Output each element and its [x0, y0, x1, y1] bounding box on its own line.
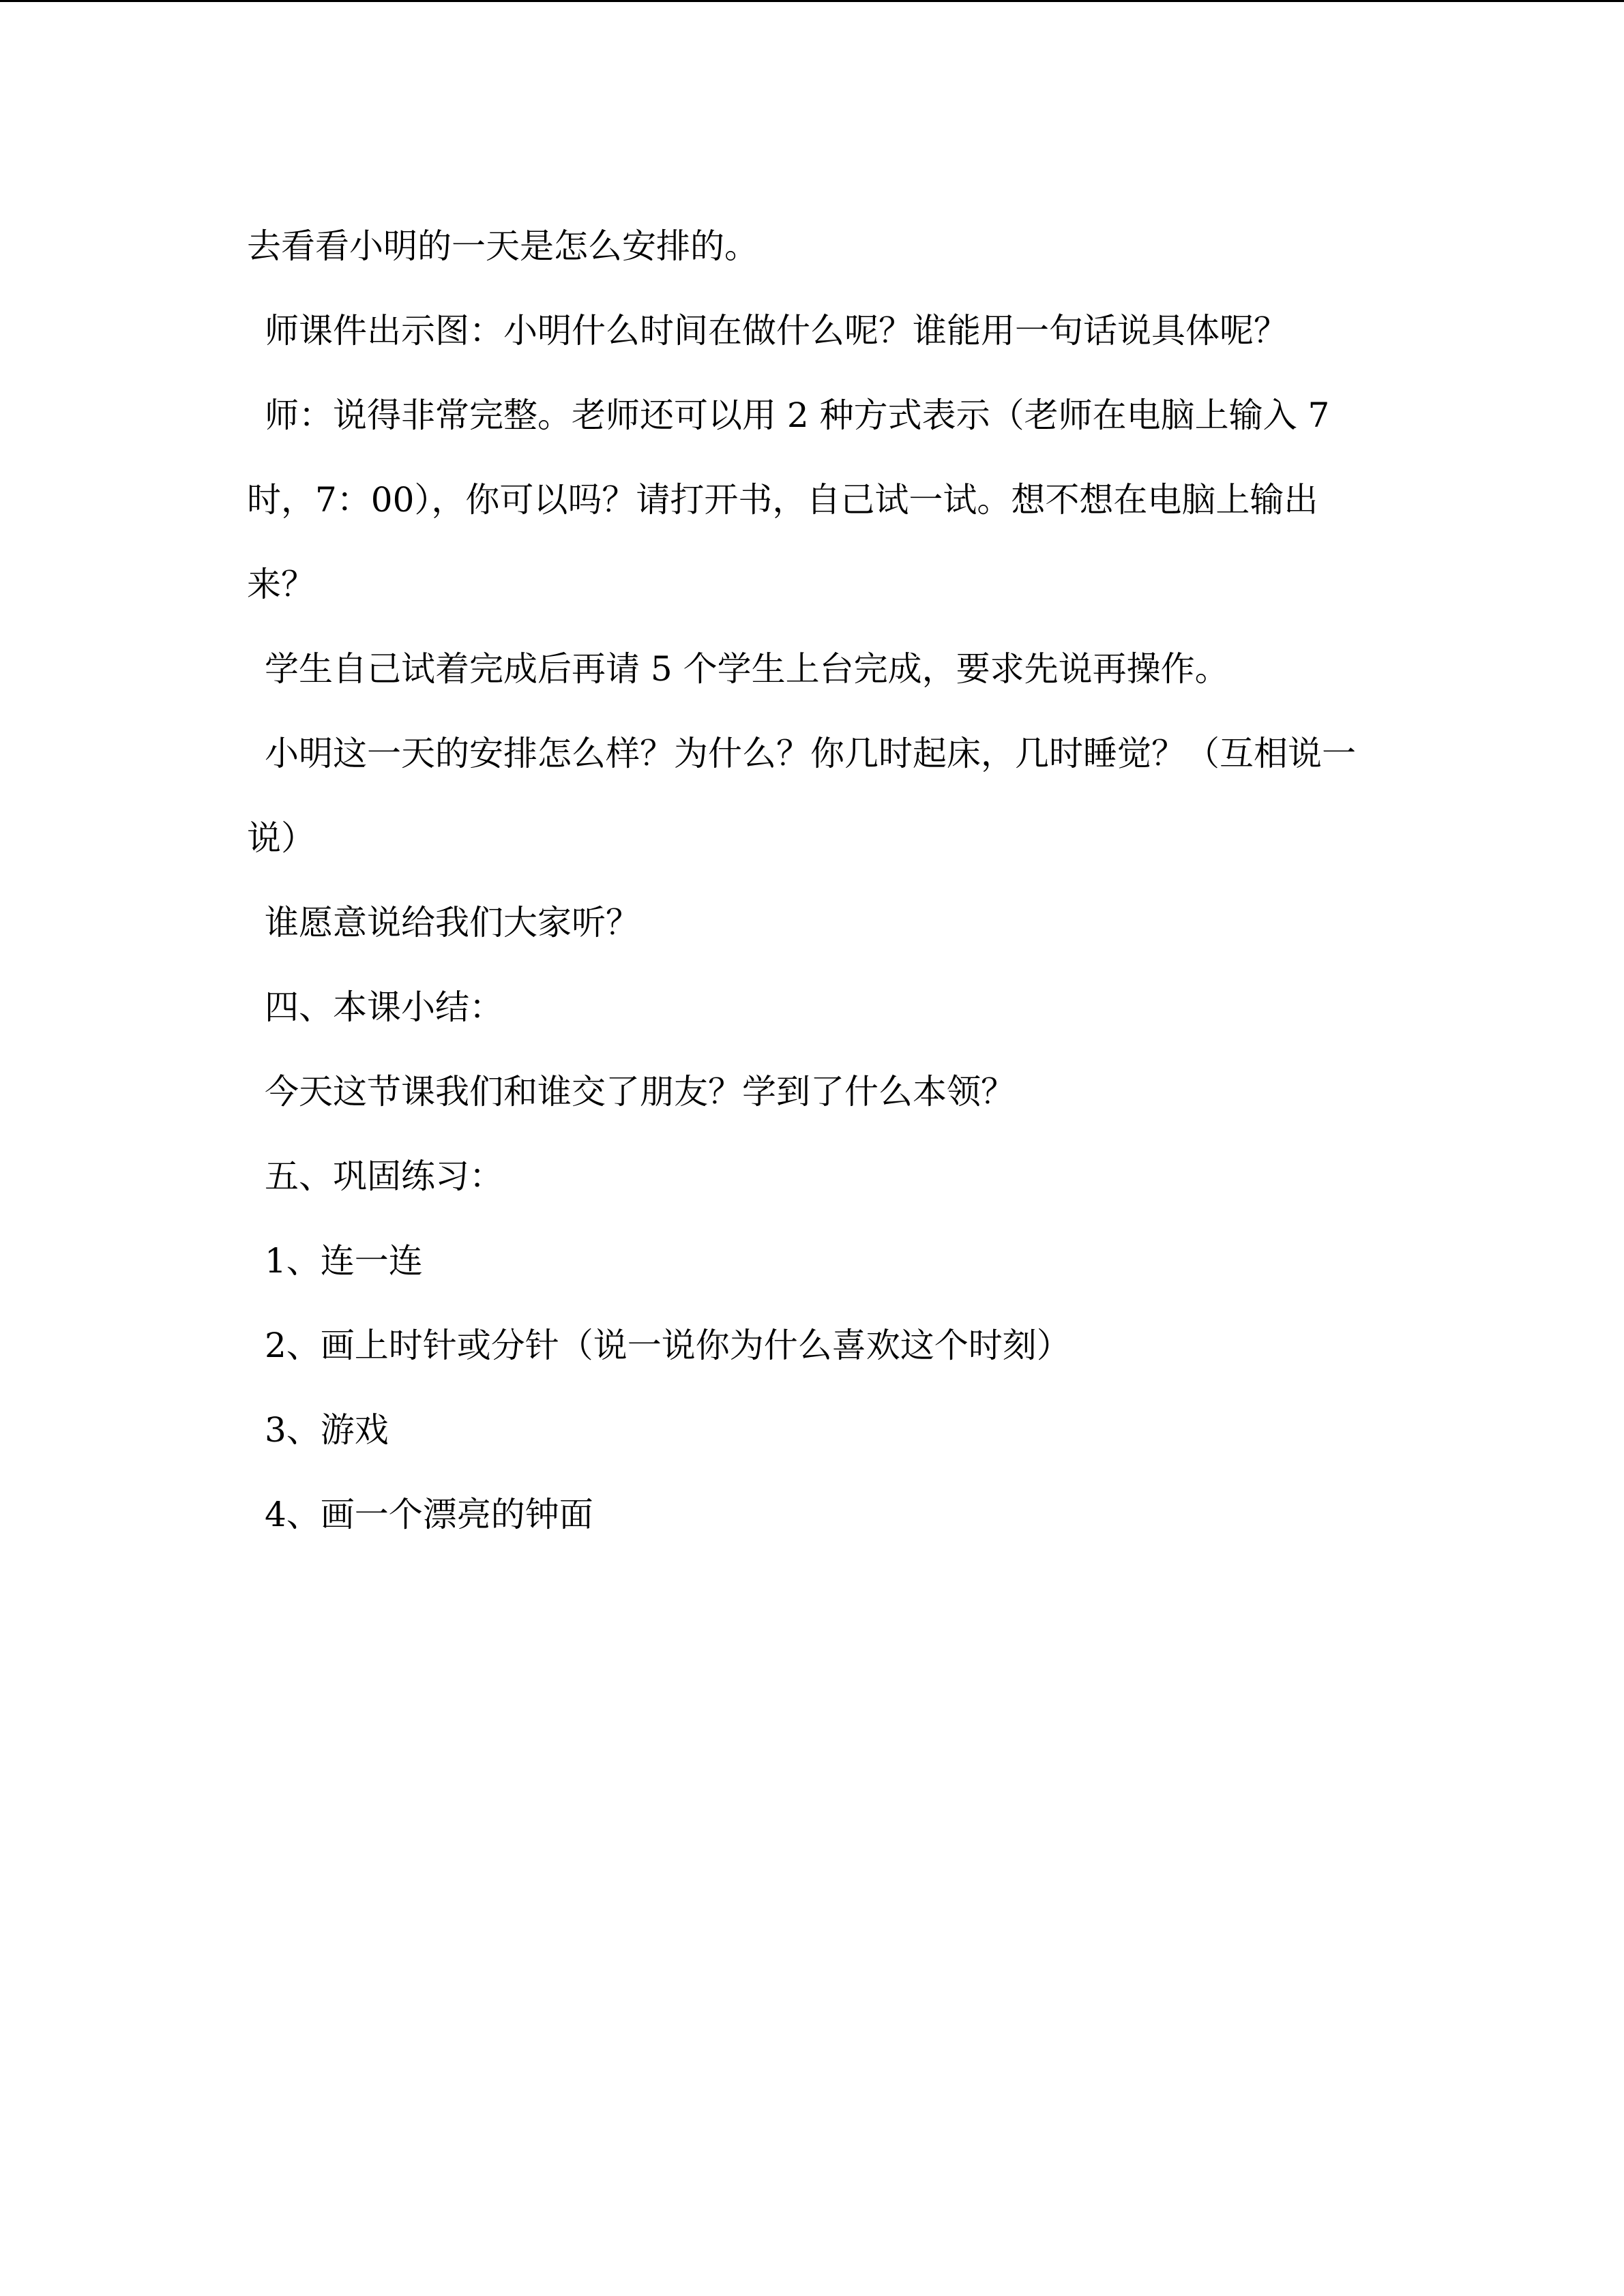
section-heading-practice: 五、巩固练习： — [265, 1157, 503, 1196]
paragraph-teacher-demo: 师：说得非常完整。老师还可以用 2 种方式表示（老师在电脑上输入 7 时，7：00），你可以吗？请打开书，自己试一试。想不想在电脑上输出来？ — [247, 396, 1330, 604]
paragraph-student-practice: 学生自己试着完成后再请 5 个学生上台完成，要求先说再操作。 — [265, 649, 1229, 689]
list-item-practice-4: 4、画一个漂亮的钟面 — [265, 1495, 593, 1534]
paragraph-discussion: 小明这一天的安排怎么样？为什么？你几时起床，几时睡觉？（互相说一说） — [247, 734, 1356, 858]
document-body — [247, 204, 1379, 1557]
list-item-practice-3: 3、游戏 — [265, 1410, 389, 1450]
paragraph-continuation: 去看看小明的一天是怎么安排的。 — [247, 226, 758, 266]
section-heading-summary: 四、本课小结： — [265, 987, 503, 1027]
paragraph-courseware: 师课件出示图：小明什么时间在做什么呢？谁能用一句话说具体呢？ — [265, 311, 1288, 351]
list-item-practice-1: 1、连一连 — [265, 1241, 423, 1281]
paragraph-share: 谁愿意说给我们大家听？ — [265, 903, 640, 942]
list-item-practice-2: 2、画上时针或分针（说一说你为什么喜欢这个时刻） — [265, 1326, 1071, 1365]
paragraph-summary-question: 今天这节课我们和谁交了朋友？学到了什么本领？ — [265, 1072, 1015, 1112]
